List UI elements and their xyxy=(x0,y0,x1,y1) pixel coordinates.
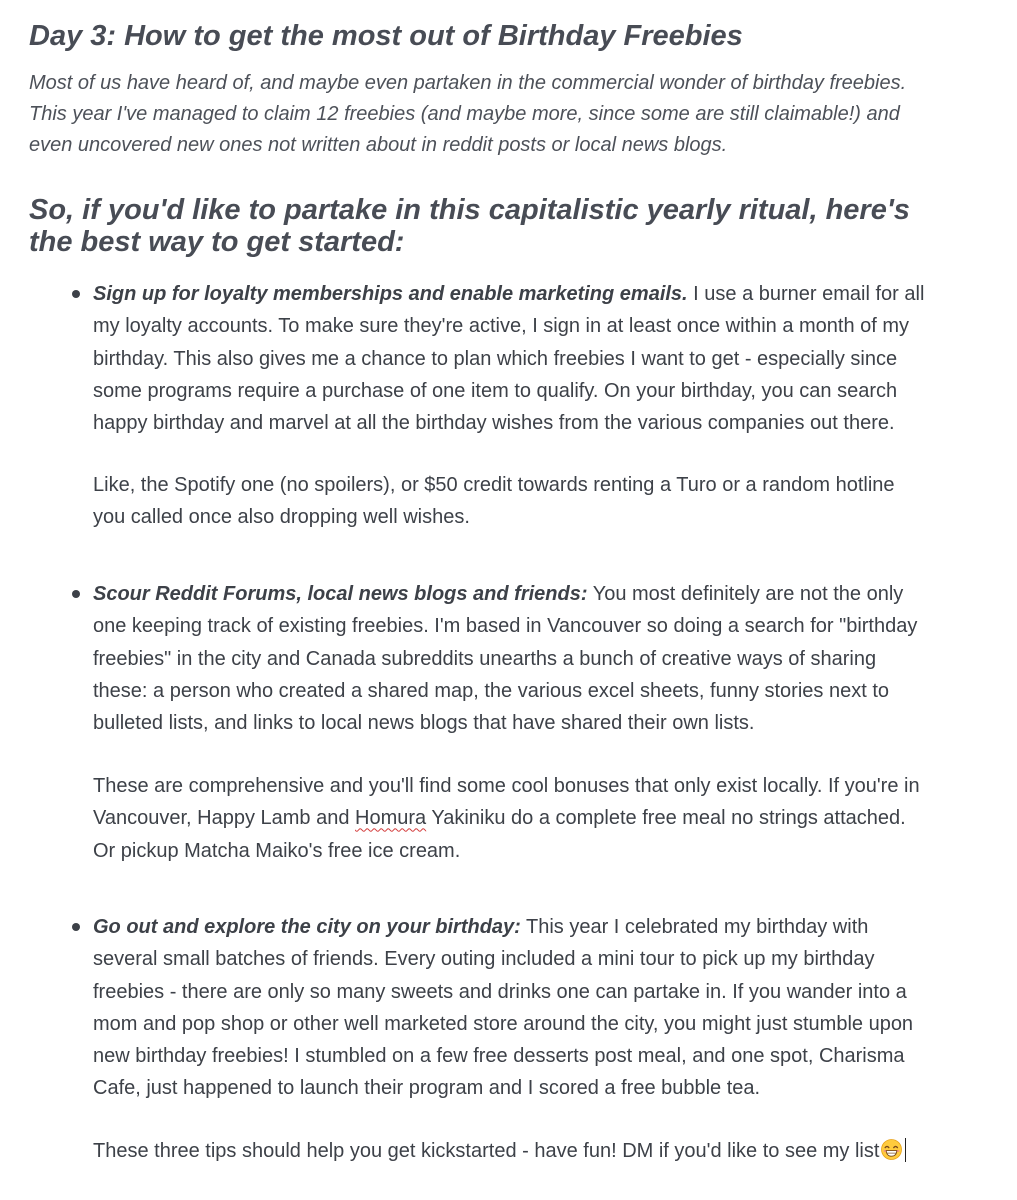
tip-1-line: some programs require a purchase of one item to qualify. On your birthday, you can search xyxy=(93,379,898,402)
tip-3-line: new birthday freebies! I stumbled on a few free desserts post meal, and one spot, Charisma xyxy=(93,1045,905,1068)
section-heading-line: So, if you'd like to partake in this capitalistic yearly ritual, here's xyxy=(29,194,910,226)
tip-2-line: these: a person who created a shared map, the various excel sheets, funny stories next to xyxy=(93,679,890,702)
tip-3-text: This year I celebrated my birthday with xyxy=(520,916,869,938)
tip-2-line: one keeping track of existing freebies. I'm based in Vancouver so doing a search for "birthday xyxy=(93,615,918,638)
tip-2-line: bulleted lists, and links to local news blogs that have shared their own lists. xyxy=(93,712,755,735)
closing-paragraph[interactable] xyxy=(93,1135,993,1167)
list-bullet xyxy=(72,590,80,598)
tip-2-extra-line: Or pickup Matcha Maiko's free ice cream. xyxy=(93,839,461,862)
tip-3-paragraph xyxy=(93,911,993,1105)
tip-2-line xyxy=(93,578,993,610)
tip-2-extra-text: Vancouver, Happy Lamb and xyxy=(93,807,356,830)
tip-3-line: mom and pop shop or other well marketed store around the city, you might just stumble upon xyxy=(93,1012,914,1035)
intro-line: Most of us have heard of, and maybe even partaken in the commercial wonder of birthday freebies. xyxy=(29,72,907,94)
tip-1-lead: Sign up for loyalty memberships and enable marketing emails. xyxy=(93,283,688,305)
tip-1-extra-line: Like, the Spotify one (no spoilers), or $50 credit towards renting a Turo or a random hotline xyxy=(93,474,895,496)
tip-3-line: Cafe, just happened to launch their program and I scored a free bubble tea. xyxy=(93,1077,761,1100)
tip-1-line: birthday. This also gives me a chance to plan which freebies I want to get - especially since xyxy=(93,347,898,370)
tip-1-extra-paragraph xyxy=(93,469,993,534)
misspelled-word[interactable]: Homura xyxy=(355,807,427,830)
section-heading-line: the best way to get started: xyxy=(29,226,405,258)
list-bullet xyxy=(72,923,80,931)
tip-1-extra-line: you called once also dropping well wishes. xyxy=(93,506,470,529)
tip-2-text: You most definitely are not the only xyxy=(587,583,904,605)
page-title: Day 3: How to get the most out of Birthday Freebies xyxy=(29,20,743,52)
tip-1-paragraph xyxy=(93,278,993,439)
tip-2-paragraph xyxy=(93,578,993,739)
tip-1-text: I use a burner email for all xyxy=(687,283,925,305)
intro-line: This year I've managed to claim 12 freebies (and maybe more, since some are still claimable!) and xyxy=(29,103,900,125)
tip-3-lead: Go out and explore the city on your birthday: xyxy=(93,916,521,938)
tip-3-line: several small batches of friends. Every outing included a mini tour to pick up my birthday xyxy=(93,948,875,971)
tip-2-extra-line xyxy=(93,802,993,834)
section-heading xyxy=(29,194,989,258)
tip-1-line: my loyalty accounts. To make sure they're active, I sign in at least once within a month of my xyxy=(93,315,910,338)
list-bullet xyxy=(72,290,80,298)
closing-text: These three tips should help you get kickstarted - have fun! DM if you'd like to see my list xyxy=(93,1140,880,1162)
closing-line xyxy=(93,1135,993,1167)
tip-2-extra-paragraph xyxy=(93,770,993,867)
intro-line: even uncovered new ones not written about in reddit posts or local news blogs. xyxy=(29,134,728,156)
tip-1-line: happy birthday and marvel at all the birthday wishes from the various companies out there. xyxy=(93,412,895,435)
tip-2-line: freebies" in the city and Canada subreddits unearths a bunch of creative ways of sharing xyxy=(93,647,877,670)
tip-2-lead: Scour Reddit Forums, local news blogs and friends: xyxy=(93,583,588,605)
tip-2-extra-line: These are comprehensive and you'll find some cool bonuses that only exist locally. If you're in xyxy=(93,775,920,797)
text-cursor xyxy=(905,1138,906,1162)
tip-3-line: freebies - there are only so many sweets and drinks one can partake in. If you wander into a xyxy=(93,980,907,1003)
intro-paragraph xyxy=(29,68,989,161)
tip-2-extra-text: Yakiniku do a complete free meal no strings attached. xyxy=(426,807,906,830)
tip-3-line xyxy=(93,911,993,943)
tip-1-line xyxy=(93,278,993,310)
grinning-face-icon xyxy=(881,1138,902,1159)
